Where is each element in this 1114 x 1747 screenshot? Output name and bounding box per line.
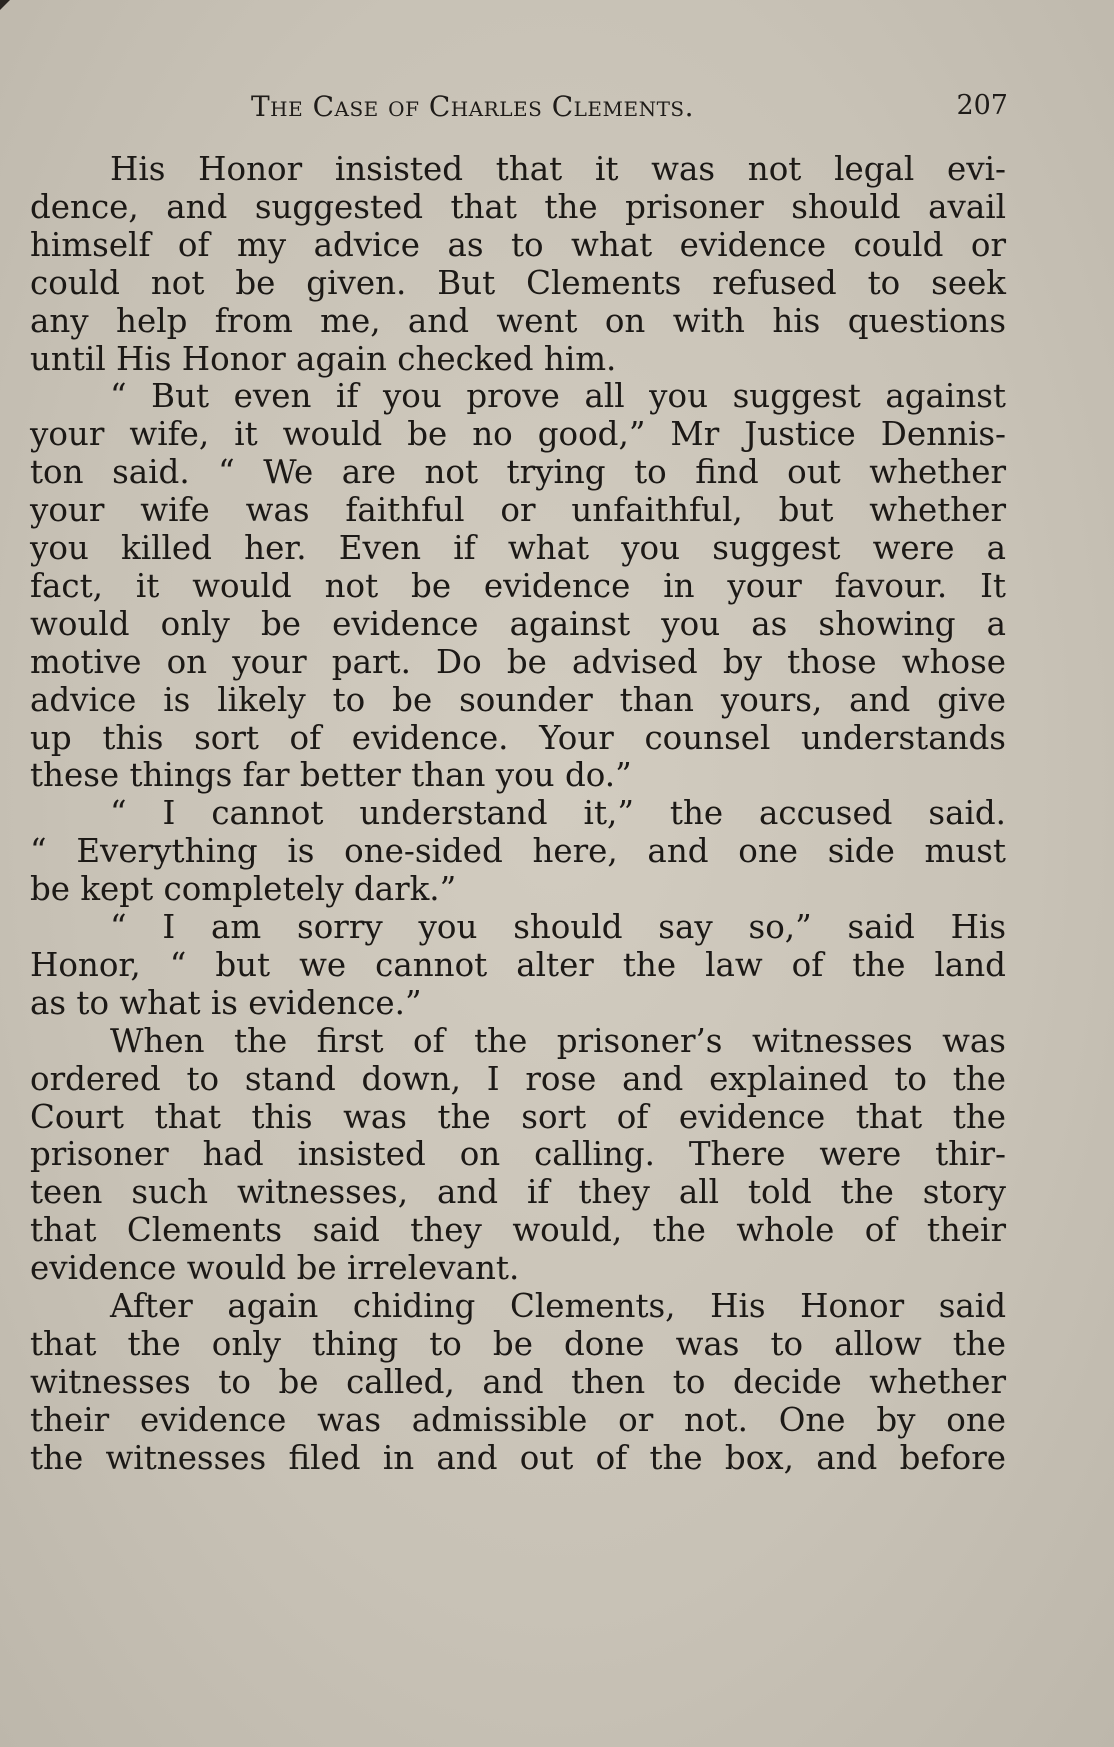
text-line: His Honor insisted that it was not legal evi- [110, 150, 1006, 188]
text-line: prisoner had insisted on calling. There were thir- [30, 1135, 1006, 1174]
text-line: After again chiding Clements, His Honor said [110, 1287, 1006, 1325]
text-line: until His Honor again checked him. [30, 339, 617, 378]
text-line: Honor, “ but we cannot alter the law of the land [30, 945, 1006, 984]
text-line: you killed her. Even if what you suggest were a [30, 529, 1006, 567]
running-title: The Case of Charles Clements. [251, 90, 695, 123]
text-line: ton said. “ We are not trying to find out whether [30, 453, 1006, 492]
text-line: that the only thing to be done was to allow the [30, 1324, 1006, 1363]
text-line: their evidence was admissible or not. One by one [30, 1400, 1006, 1439]
text-line: would only be evidence against you as showing a [30, 604, 1006, 643]
text-line: the witnesses filed in and out of the box, and before [30, 1438, 1006, 1477]
page-number: 207 [956, 90, 1008, 121]
corner-mark [0, 0, 10, 10]
text-line: “ But even if you prove all you suggest against [110, 377, 1006, 416]
text-line: be kept completely dark.” [30, 870, 457, 909]
text-line: up this sort of evidence. Your counsel understands [30, 718, 1006, 757]
text-line: fact, it would not be evidence in your favour. It [30, 566, 1006, 605]
text-line: witnesses to be called, and then to decide whether [30, 1362, 1006, 1401]
text-line: “ I am sorry you should say so,” said His [110, 908, 1006, 946]
text-line: When the first of the prisoner’s witnesses was [110, 1021, 1006, 1060]
text-line: motive on your part. Do be advised by those whose [30, 642, 1006, 681]
text-line: “ I cannot understand it,” the accused said. [110, 794, 1006, 833]
text-line: could not be given. But Clements refused to seek [30, 263, 1006, 302]
text-line: your wife was faithful or unfaithful, but whether [30, 491, 1006, 530]
text-line: ordered to stand down, I rose and explained to the [30, 1059, 1006, 1098]
page-header [36, 90, 1008, 130]
text-line: any help from me, and went on with his questions [30, 301, 1006, 340]
text-line: that Clements said they would, the whole of their [30, 1211, 1006, 1250]
text-line: advice is likely to be sounder than yours, and give [30, 680, 1006, 719]
text-line: your wife, it would be no good,” Mr Justice Dennis- [30, 415, 1006, 454]
text-line: “ Everything is one-sided here, and one side must [30, 832, 1006, 871]
text-line: teen such witnesses, and if they all told the story [30, 1173, 1006, 1212]
text-line: dence, and suggested that the prisoner should avail [30, 187, 1006, 226]
text-line: as to what is evidence.” [30, 983, 422, 1022]
text-line: himself of my advice as to what evidence could or [30, 225, 1006, 264]
text-line: Court that this was the sort of evidence that the [30, 1097, 1006, 1136]
text-line: these things far better than you do.” [30, 756, 632, 795]
text-line: evidence would be irrelevant. [30, 1249, 520, 1288]
